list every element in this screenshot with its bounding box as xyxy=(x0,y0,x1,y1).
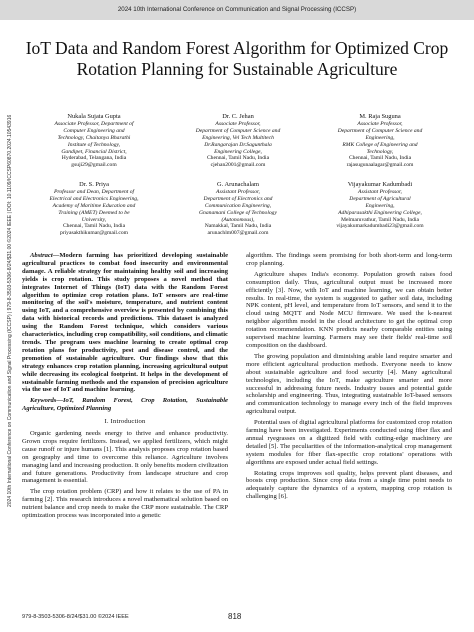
keywords-label: Keywords— xyxy=(30,397,63,405)
author-affiliation-line: Engineering, xyxy=(365,134,395,141)
author-block xyxy=(310,114,450,169)
doi-sidebar-text: 2024 10th International Conference on Communication and Signal Processing (ICCSP) | 979-8-3503-5306-8/24/$31.00 ©2024 IEEE | DOI: 10.1109/ICCSP60870.2024.10543916 xyxy=(7,114,13,507)
author-affiliation-line: Training (AMET) Deemed to be xyxy=(58,209,130,216)
author-affiliation-line: Professor and Dean, Department of xyxy=(53,188,135,195)
author-affiliation-line: Hyderabad, Telangana, India xyxy=(61,155,127,162)
author-block xyxy=(24,182,164,237)
author-affiliation-line: Engineering, Vel Tech Multitech xyxy=(202,134,274,141)
author-block xyxy=(168,114,308,169)
author-affiliation-line: Electrical and Electronics Engineering, xyxy=(49,195,139,202)
author-affiliation-line: Associate Professor, Department of xyxy=(54,120,134,127)
author-block xyxy=(168,182,308,237)
author-affiliation-line: Associate Professor, xyxy=(357,120,403,127)
keywords xyxy=(22,397,228,413)
abstract xyxy=(22,252,228,394)
keywords-text: IoT, Random Forest, Crop Rotation, Sustainable Agriculture, Optimized Planning xyxy=(22,397,228,413)
paragraph: The growing population and diminishing arable land require smarter and more efficient agricultural production methods. Everyone needs to know about sustainable agriculture and food security [4]. Many agricultural technologies, including the IoT, make agriculture smarter and more successful in addressing future needs. Industry issues and potential guide scholarship and engineering. Thus, integrating sustainable IoT-based sensors and communication technology to manage every inch of the field improves agricultural output. xyxy=(246,352,452,416)
author-affiliation-line: Department of Computer Science and xyxy=(195,127,281,134)
author-email[interactable]: rajasugunaalagar@gmail.com xyxy=(346,162,414,169)
author-affiliation-line: Assistant Professor, xyxy=(358,188,402,195)
author-block xyxy=(24,114,164,169)
paragraph: Potential uses of digital agricultural platforms for customized crop rotation farming have been investigated. Experiments conducted using fiber flax and annual ryegrasses on a digitized field with cutting-edge machinery are detailed [5]. The peculiarities of the information-analytical crop management system modules for fiber flax-specific crop rotations' operations with algorithms are exposed under actual field settings. xyxy=(246,419,452,466)
author-affiliation-line: Communication Engineering, xyxy=(204,202,272,209)
author-email[interactable]: gsuji29@gmail.com xyxy=(71,162,117,169)
author-affiliation-line: University, xyxy=(81,216,107,223)
author-affiliation-line: Engineering College, xyxy=(214,148,262,155)
author-email[interactable]: arunachlm007@gmail.com xyxy=(207,230,269,237)
conference-header: 2024 10th International Conference on Communication and Signal Processing (ICCSP) xyxy=(117,6,357,13)
author-affiliation-line: RMK College of Engineering and xyxy=(342,141,418,148)
author-affiliation-line: Gandipet, Financial District, xyxy=(61,148,127,155)
author-name: Dr. C. Jehan xyxy=(222,113,254,120)
author-affiliation-line: Department of Computer Science and xyxy=(337,127,423,134)
footer-isbn: 979-8-3503-5306-8/24/$31.00 ©2024 IEEE xyxy=(22,614,129,620)
author-affiliation-line: Academy of Maritime Education and xyxy=(52,202,136,209)
author-affiliation-line: Chennai, Tamil Nadu, India xyxy=(206,155,270,162)
paragraph: The crop rotation problem (CRP) and how it relates to the use of PA in farming [2]. This research introduces a novel mathematical solution based on nutrient balance and crop needs to make the CRP more sustainable. The CRP optimization process was incorporated into a genetic xyxy=(22,488,228,520)
abstract-label: Abstract— xyxy=(30,252,60,259)
paragraph: Organic gardening needs energy to thrive and enhance productivity. Grown crops require fertilizers. Instead, we applied fertilizers, which might cause runoff or injure humans [1]. This analysis proposes crop rotation based on geography and time to overcome this reliance. Agriculture involves managing land and increasing production. It only benefits modern civilization and future generations. Productivity from landscape structure and crop management is essential. xyxy=(22,430,228,485)
author-affiliation-line: Department of Agricultural xyxy=(349,195,411,202)
author-affiliation-line: Associate Professor, xyxy=(215,120,261,127)
author-email[interactable]: cjehan2001@gmail.com xyxy=(210,162,266,169)
paragraph: Agriculture shapes India's economy. Population growth raises food consumption daily. Thus, agricultural output must be increased more efficiently [3]. Now, with IoT and machine learning, we can obtain better results. In real-time, the system is suggested to gather soil data, including NPK content, pH level, and temperature from IoT sensors, and send it to the cloud using MQTT and Node MCU firmware. We used the k-nearest neighbor algorithm model in the cloud architecture to get the optimal crop rotation recommendation. KNN predicts nearby comparable entities using supervised machine learning. Farmers may see their fields' real-time soil composition on the dashboard. xyxy=(246,270,452,349)
author-affiliation-line: Adhiparasakthi Engineering College, xyxy=(338,209,422,216)
right-column xyxy=(246,252,452,504)
page-number: 818 xyxy=(228,612,242,621)
abstract-text: Modern farming has prioritized developing sustainable agricultural practices to combat food insecurity and environmental damage. A reliable strategy for maintaining healthy soil and increasing yields is crop rotation. This study proposes a novel method that integrates Internet of Things (IoT) data with the Random Forest algorithm to optimize crop rotation plans. IoT sensors are real-time monitoring of the soil's moisture, temperature, and nutrient content using IoT, and a comprehensive overview is presented by combining this data with historical records and predictions. This dataset is analyzed using the Random Forest technique, which considers various characteristics, including crop compatibility, soil conditions, and climatic trends. The program uses machine learning to create optimal crop rotation plans for productivity, pest and disease control, and the promotion of sustainable agriculture. Our findings show that this strategy enhances crop rotation planning, increasing agricultural output while decreasing its ecological footprint. It helps in the development of sustainable farming methods and the expansion of precision agriculture via the use of IoT and machine learning. xyxy=(22,252,228,394)
author-affiliation-line: Namakkal, Tamil Nadu, India xyxy=(204,223,272,230)
author-email[interactable]: priyasakthikumar@gmail.com xyxy=(59,230,129,237)
author-name: Nukala Sujata Gupta xyxy=(67,113,121,120)
author-affiliation-line: Engineering, xyxy=(365,202,395,209)
author-name: Dr. S. Priya xyxy=(79,181,109,188)
author-block xyxy=(310,182,450,230)
author-name: G. Arunachalam xyxy=(217,181,259,188)
author-affiliation-line: Gnanamani College of Technology xyxy=(199,209,277,216)
paragraph: Rotating crops improves soil quality, helps prevent plant diseases, and boosts crop production. Since crop data from a single time point needs to adequately capture the dynamics of a system, mapping crop rotation is challenging [6]. xyxy=(246,469,452,501)
author-affiliation-line: Melmaruvathur, Tamil Nadu, India xyxy=(340,216,420,223)
author-affiliation-line: Technology, xyxy=(366,148,394,155)
author-affiliation-line: Dr.Rangarajan Dr.Sagunthala xyxy=(204,141,272,148)
section-heading-introduction: I. Introduction xyxy=(104,418,146,426)
author-name: Vijayakumar Kadumbadi xyxy=(347,181,413,188)
author-affiliation-line: (Autonomous), xyxy=(221,216,255,223)
author-email[interactable]: vijayakumarkadumbadi23@gmail.com xyxy=(336,223,424,230)
left-column xyxy=(22,252,228,523)
author-affiliation-line: Assistant Professor, xyxy=(216,188,260,195)
paragraph: algorithm. The findings seem promising for both short-term and long-term crop planning. xyxy=(246,252,452,267)
author-affiliation-line: Chennai, Tamil Nadu, India xyxy=(348,155,412,162)
author-affiliation-line: Chennai, Tamil Nadu, India xyxy=(62,223,126,230)
author-name: M. Raja Suguna xyxy=(359,113,401,120)
paper-title: IoT Data and Random Forest Algorithm for Optimized Crop Rotation Planning for Sustainable Agriculture xyxy=(25,38,449,79)
author-affiliation-line: Institute of Technology, xyxy=(67,141,121,148)
author-affiliation-line: Computer Engineering and xyxy=(63,127,125,134)
author-affiliation-line: Department of Electronics and xyxy=(203,195,273,202)
author-affiliation-line: Technology, Chaitanya Bharathi xyxy=(57,134,131,141)
